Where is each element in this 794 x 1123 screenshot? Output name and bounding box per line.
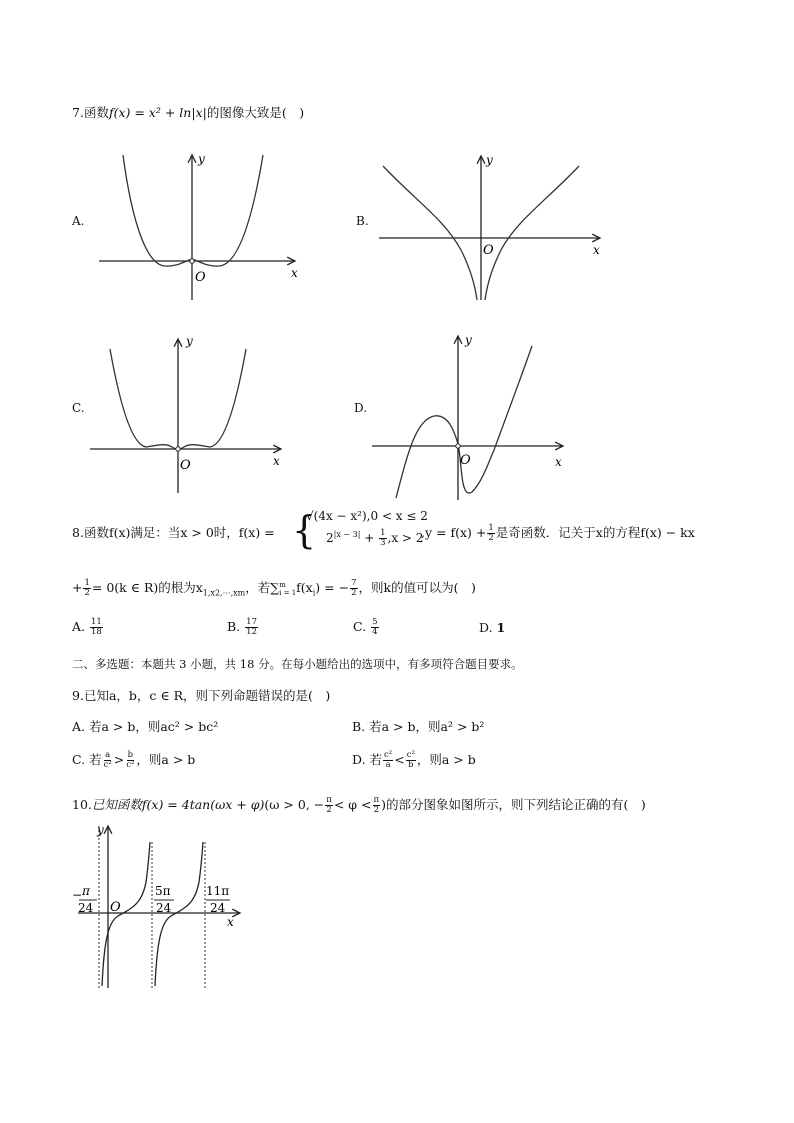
q7a-curve	[123, 155, 263, 266]
q8-line2-c: ，若∑	[245, 580, 280, 595]
q7-option-c-label: C.	[72, 401, 85, 415]
q8-option-b-den: 12	[246, 627, 257, 637]
q8-seven-half	[350, 579, 357, 598]
q7b-curve-right	[485, 166, 579, 300]
q10-tick1-den: 24	[78, 901, 94, 915]
q8-sum-limits	[279, 581, 296, 597]
q8-line2-d: f(x	[296, 580, 313, 595]
q7-option-a-label: A.	[72, 214, 85, 228]
q9-optc-f1d: c²	[103, 760, 112, 770]
q9-optc-f1n: a	[105, 750, 111, 760]
q7b-o-label: O	[483, 243, 494, 258]
q9-optd-f2d: b	[408, 760, 414, 770]
q7c-o-label: O	[180, 458, 191, 473]
q9-optc-a: C. 若	[72, 752, 102, 767]
q8-line1-end	[421, 523, 695, 543]
q8-piece2-exp: |x − 3|	[333, 530, 361, 539]
q8-option-b	[227, 618, 259, 637]
q8-option-c	[353, 618, 380, 637]
q9-optd-f2n: c²	[406, 750, 415, 760]
q8-sum-sub: i = 1	[279, 588, 297, 597]
q8-option-d	[479, 620, 505, 635]
q8-piece2-cond: ,x > 2	[387, 531, 424, 545]
q8-piece1: √(4x − x²),0 < x ≤ 2	[306, 509, 428, 523]
q9-option-d	[352, 750, 476, 770]
q8-piece2	[326, 529, 423, 548]
q7a-x-label: x	[291, 266, 298, 280]
q9-stem	[72, 686, 330, 704]
q8-option-a-den: 18	[91, 627, 102, 637]
q10-tick3-num: 11π	[206, 884, 230, 898]
q10-cond-b: < φ <	[333, 797, 372, 812]
q10-y-label: y	[97, 823, 104, 837]
q7-number: 7.	[72, 105, 84, 120]
q8-brace: {	[292, 508, 317, 552]
q10-stem-b: 的部分图象如图所示，则下列结论正确的有( )	[386, 797, 646, 812]
q8-option-c-den: 4	[372, 627, 378, 637]
q9-optc-b: >	[113, 752, 125, 767]
q8-line2-f: ，则k的值可以为( )	[358, 580, 476, 595]
q9-optc-frac2	[125, 751, 135, 770]
q9-option-a: A. 若a > b，则ac² > bc²	[72, 719, 219, 734]
q9-optd-f1d: a	[385, 760, 391, 770]
q7a-o-label: O	[195, 270, 206, 285]
q10-o-label: O	[110, 900, 121, 915]
q7-option-a-graph	[95, 145, 315, 305]
q7b-x-label: x	[593, 243, 600, 257]
q8-seven-den: 2	[351, 588, 357, 598]
q10-pi-half-2	[373, 796, 381, 815]
q8-piece2-plus: +	[360, 531, 379, 545]
q7-option-c-graph	[86, 335, 296, 495]
q8-line2-b: = 0(k ∈ R)的根为x	[91, 580, 203, 595]
q8-option-a-num: 11	[91, 617, 102, 627]
q10-stem-a: 已知函数f(x) = 4tan(ωx + φ)	[91, 797, 265, 812]
q8-line1-b: ,y = f(x) +	[421, 525, 487, 540]
q8-piece2-base: 2	[326, 531, 334, 545]
q7-option-b-label: B.	[356, 214, 369, 228]
q10-cond-a: (ω > 0, −	[264, 797, 325, 812]
q10-pi-den-1: 2	[326, 805, 332, 815]
q7b-y-label: y	[486, 153, 493, 167]
q8-line1-c: 是奇函数．记关于x的方程f(x) − kx	[495, 525, 695, 540]
q10-pi-num-1: π	[326, 795, 332, 805]
q10-x-label: x	[227, 915, 234, 929]
q7-stem	[72, 103, 304, 121]
q8-number: 8.	[72, 525, 84, 540]
q8-option-b-num: 17	[246, 617, 257, 627]
q7d-y-label: y	[465, 333, 472, 347]
q8-sum-sup: m	[279, 580, 286, 589]
q8-half-frac-2	[83, 579, 90, 598]
q10-graph	[72, 822, 262, 992]
q7-formula: f(x) = x² + ln|x|	[108, 105, 207, 120]
q9-optd-frac2	[406, 751, 416, 770]
q9-optd-b: <	[394, 752, 405, 767]
q8-option-c-frac	[371, 618, 378, 637]
q7a-y-label: y	[198, 152, 205, 166]
q8-piece2-frac-num: 1	[380, 528, 386, 538]
q8-option-c-num: 5	[372, 617, 378, 627]
q8-half-frac	[487, 524, 494, 543]
q10-pi-den-2: 2	[373, 805, 380, 815]
q7c-x-label: x	[273, 454, 280, 468]
q8-option-b-frac	[245, 618, 258, 637]
q9-optc-c: ，则a > b	[136, 752, 196, 767]
q10-pi-num-2: π	[373, 795, 380, 805]
q8-option-d-letter: D.	[479, 620, 493, 635]
q8-option-a	[72, 618, 104, 637]
q10-stem	[72, 795, 646, 815]
q7-option-d-graph	[368, 332, 578, 502]
q8-piece2-frac-den: 3	[380, 538, 386, 548]
q7b-curve-left	[383, 166, 477, 300]
q10-pi-half-1	[325, 796, 333, 815]
q8-line1-start	[72, 523, 275, 541]
q10-tick2-num: 5π	[155, 884, 171, 898]
q7-stem-suffix: 的图像大致是( )	[206, 105, 305, 120]
q9-optd-a: D. 若	[352, 752, 383, 767]
q8-line2	[72, 578, 476, 598]
q8-option-a-frac	[90, 618, 103, 637]
q9-option-b: B. 若a > b，则a² > b²	[352, 719, 485, 734]
q10-number: 10.	[72, 797, 92, 812]
q8-seven-num: 7	[351, 578, 357, 588]
q10-tick1-sign: −	[72, 888, 83, 902]
q8-half-num-2: 1	[84, 578, 90, 588]
q8-line1-a: 函数f(x)满足：当x > 0时，f(x) =	[83, 525, 275, 540]
q9-optc-f2n: b	[127, 750, 134, 760]
q8-line2-e: ) = −	[315, 580, 350, 595]
q8-option-a-letter: A.	[72, 619, 86, 634]
q7-stem-prefix: 函数	[83, 105, 109, 120]
q8-line2-a: +	[72, 580, 83, 595]
q7-option-d-label: D.	[354, 401, 368, 415]
q9-optd-f1n: c²	[384, 750, 393, 760]
q9-optd-frac1	[383, 751, 393, 770]
q8-piece2-frac	[379, 529, 386, 548]
q9-option-c	[72, 750, 195, 770]
q9-optc-frac1	[103, 751, 113, 770]
q8-half-den-2: 2	[84, 588, 90, 598]
q8-option-b-letter: B.	[227, 619, 241, 634]
q9-stem-text: 已知a，b，c ∈ R，则下列命题错误的是( )	[83, 688, 331, 703]
q7d-x-label: x	[555, 455, 562, 469]
q10-tick3-den: 24	[210, 901, 226, 915]
q8-half-den: 2	[488, 533, 494, 543]
q10-tick2-den: 24	[156, 901, 172, 915]
q7d-o-label: O	[460, 453, 471, 468]
q10-tick1-num: π	[82, 884, 90, 898]
q7-option-b-graph	[375, 150, 615, 310]
q9-optd-c: ，则a > b	[416, 752, 476, 767]
q8-roots: 1,x2,⋯,xm	[202, 588, 246, 598]
section2-title: 二、多选题：本题共 3 小题，共 18 分。在每小题给出的选项中，有多项符合题目要求。	[72, 657, 523, 671]
q9-optc-f2d: c²	[126, 760, 135, 770]
q9-number: 9.	[72, 688, 84, 703]
q8-half-num: 1	[488, 523, 494, 533]
q8-xi-sub: i	[312, 588, 316, 598]
q8-option-d-text: 1	[496, 620, 506, 635]
q10-cond-c: )	[381, 797, 386, 812]
q7c-y-label: y	[186, 334, 193, 348]
q7d-curve	[396, 346, 532, 498]
q8-option-c-letter: C.	[353, 619, 367, 634]
